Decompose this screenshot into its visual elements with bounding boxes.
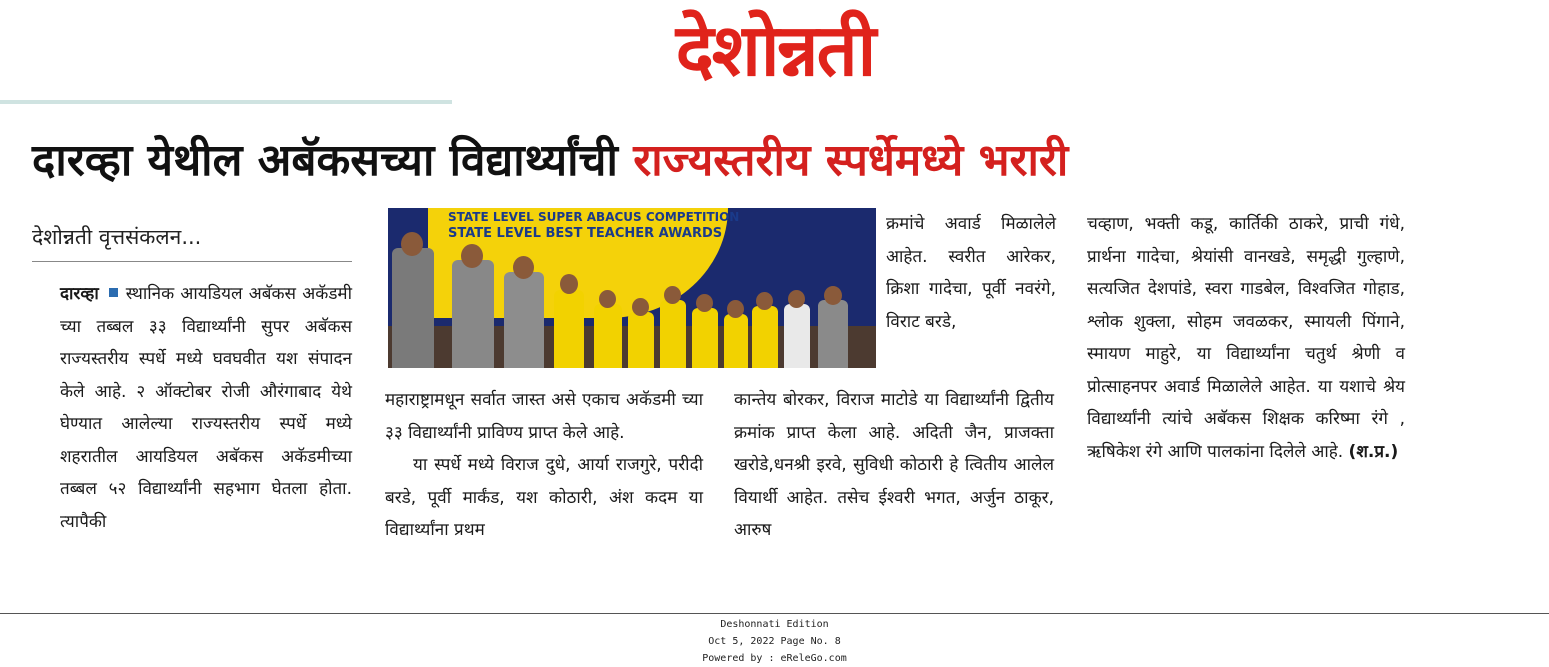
column-3-top-text: क्रमांचे अवार्ड मिळालेले आहेत. स्वरीत आरेकर, क्रिशा गादेचा, पूर्वी नवरंगे, विराट बरडे, [886,214,1056,332]
column-2-paragraph-1: महाराष्ट्रामधून सर्वात जास्त असे एकाच अकॅडमी च्या ३३ विद्यार्थ्यांनी प्राविण्य प्राप्त केले आहे. [385,390,703,443]
photo-person [392,248,434,368]
footer [0,616,1549,667]
photo-child-head [756,292,773,310]
article-column-4 [1087,208,1405,468]
footer-date-page: Oct 5, 2022 Page No. 8 [708,636,841,647]
photo-child [692,308,718,368]
headline-red-part: राज्यस्तरीय स्पर्धेमध्ये भरारी [633,135,1069,186]
column-4-text: चव्हाण, भक्ती कडू, कार्तिकी ठाकरे, प्राची गंधे, प्रार्थना गादेचा, श्रेयांसी वानखडे, समृद्धी गुल्हाणे, सत्यजित देशपांडे, स्वरा गाडबेल, विश्वजित गोहाड, श्लोक शुक्ला, सोहम जवळकर, स्मायली पिंगाने, स्मायण माहुरे, या विद्यार्थ्यांना चतुर्थ श्रेणी व प्रोत्साहनपर अवार्ड मिळालेले आहेत. या यशाचे श्रेय विद्यार्थ्यांनी त्यांचे अबॅकस शिक्षक करिष्मा रंगे , ऋषिकेश रंगे आणि पालकांना दिलेले आहे. [1087,214,1405,462]
footer-edition: Deshonnati Edition [720,619,829,630]
photo-person [452,260,494,368]
photo-person-head [824,286,842,305]
award-ceremony-photo [388,208,876,368]
photo-person [784,304,810,368]
byline-rule [32,261,352,262]
photo-person-head [461,244,483,268]
photo-child-head [599,290,616,308]
photo-banner-line-1: STATE LEVEL SUPER ABACUS COMPETITION [448,210,740,224]
photo-child [660,300,686,368]
photo-person [818,300,848,368]
column-1-text: स्थानिक आयडियल अबॅकस अकॅडमी च्या तब्बल ३३ विद्यार्थ्यांनी सुपर अबॅकस राज्यस्तरीय स्पर्धे मध्ये घवघवीत यश संपादन केले आहे. २ ऑक्टोबर रोजी औरंगाबाद येथे घेण्यात आलेल्या राज्यस्तरीय स्पर्धे मध्ये शहरातील आयडियल अबॅकस अकॅडमीच्या तब्बल ५२ विद्यार्थ्यांनी सहभाग घेतला होता. त्यापैकी [60,284,352,532]
article-column-3-top [886,208,1056,338]
footer-powered-by: Powered by : eReleGo.com [702,653,847,664]
photo-child [752,306,778,368]
article-column-2 [385,384,703,547]
signoff: (श.प्र.) [1348,441,1399,462]
article-column-3 [734,384,1054,547]
photo-person-head [513,256,534,279]
photo-child-head [560,274,578,294]
photo-child [554,290,584,368]
photo-child [724,314,748,368]
column-2-paragraph-2: या स्पर्धे मध्ये विराज दुधे, आर्या राजगुरे, परीदी बरडे, पूर्वी मार्कंड, यश कोठारी, अंश कदम या विद्यार्थ्यांना प्रथम [385,455,703,540]
footer-rule [0,613,1549,614]
photo-banner-line-2: STATE LEVEL BEST TEACHER AWARDS [448,226,723,241]
photo-child-head [664,286,681,304]
photo-person-head [401,232,423,256]
dateline: दारव्हा [60,284,99,304]
article-column-1 [60,278,352,538]
photo-person [504,272,544,368]
masthead [0,0,1549,100]
photo-person-head [788,290,805,308]
newspaper-logo: देशोन्नती [675,8,875,92]
photo-child [594,304,622,368]
square-bullet-icon [109,288,118,297]
headline-black-part: दारव्हा येथील अबॅकसच्या विद्यार्थ्यांची [32,135,618,186]
masthead-rule [0,100,452,104]
photo-child-head [632,298,649,316]
byline: देशोन्नती वृत्तसंकलन... [32,225,202,249]
photo-child-head [727,300,744,318]
column-3-text: कान्तेय बोरकर, विराज माटोडे या विद्यार्थ्यांनी द्वितीय क्रमांक प्राप्त केला आहे. अदिती जैन, प्राजक्ता खरोडे,धनश्री इरवे, सुविधी कोठारी हे त्वितीय आलेल वियार्थी आहेत. तसेच ईश्वरी भगत, अर्जुन ठाकूर, आरुष [734,390,1054,540]
article-headline [32,126,1532,196]
photo-child [628,312,654,368]
photo-child-head [696,294,713,312]
